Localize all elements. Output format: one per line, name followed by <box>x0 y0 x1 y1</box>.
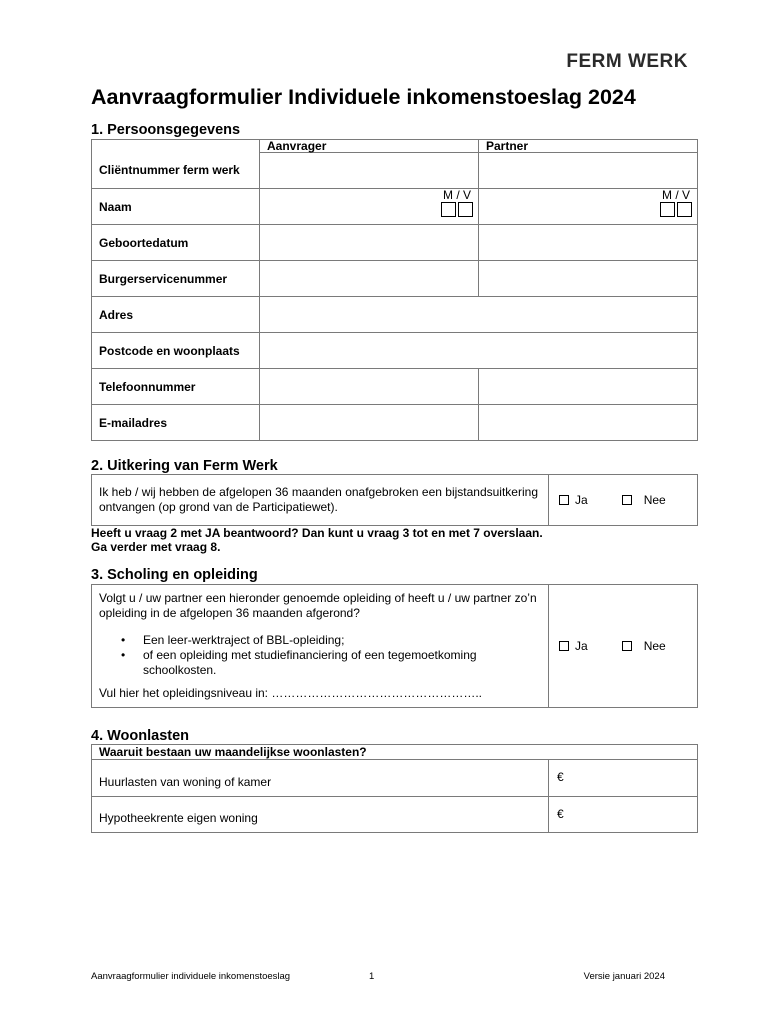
euro-sign: € <box>557 770 564 784</box>
address-field[interactable] <box>260 297 698 333</box>
housing-costs-subheading: Waaruit bestaan uw maandelijkse woonlasten? <box>92 745 698 760</box>
ferm-werk-logo: FERM WERK <box>566 51 688 72</box>
benefit-answer-cell <box>549 475 698 526</box>
euro-sign: € <box>557 807 564 821</box>
label-phone: Telefoonnummer <box>92 369 260 405</box>
applicant-birth-date-field[interactable] <box>260 225 479 261</box>
applicant-gender-m-checkbox[interactable] <box>441 202 456 217</box>
benefit-yes-option[interactable]: Ja <box>559 493 588 507</box>
education-question-cell <box>92 585 549 708</box>
applicant-gender-select <box>438 189 476 217</box>
partner-phone-field[interactable] <box>479 369 698 405</box>
postcode-city-field[interactable] <box>260 333 698 369</box>
section-2-heading: 2. Uitkering van Ferm Werk <box>91 458 278 474</box>
partner-gender-label: M / V <box>661 188 690 202</box>
benefit-no-checkbox[interactable] <box>622 495 632 505</box>
education-question: Volgt u / uw partner een hieronder genoemde opleiding of heeft u / uw partner zo’n opleiding in de afgelopen 36 maanden afgerond? <box>99 591 537 620</box>
education-options-list <box>99 633 541 678</box>
partner-name-field[interactable] <box>479 189 698 225</box>
partner-client-number-field[interactable] <box>479 153 698 189</box>
label-birth-date: Geboortedatum <box>92 225 260 261</box>
education-level-fill-in[interactable]: Vul hier het opleidingsniveau in: …………………………………………….. <box>99 686 483 700</box>
applicant-bsn-field[interactable] <box>260 261 479 297</box>
partner-bsn-field[interactable] <box>479 261 698 297</box>
footer-page-number: 1 <box>369 971 375 982</box>
partner-email-field[interactable] <box>479 405 698 441</box>
skip-instruction: Heeft u vraag 2 met JA beantwoord? Dan kunt u vraag 3 tot en met 7 overslaan. Ga verder met vraag 8. <box>91 526 543 554</box>
housing-costs-table <box>91 744 698 833</box>
personal-data-table <box>91 139 698 441</box>
label-email: E-mailadres <box>92 405 260 441</box>
label-postcode-city: Postcode en woonplaats <box>92 333 260 369</box>
rent-amount-field[interactable] <box>549 760 698 797</box>
column-header-partner: Partner <box>479 140 698 153</box>
education-no-option[interactable]: Nee <box>622 639 666 653</box>
education-answer-cell <box>549 585 698 708</box>
partner-gender-select <box>657 189 695 217</box>
education-yes-option[interactable]: Ja <box>559 639 588 653</box>
footer-version: Versie januari 2024 <box>583 971 665 982</box>
education-yes-checkbox[interactable] <box>559 641 569 651</box>
applicant-name-field[interactable] <box>260 189 479 225</box>
list-item: • Een leer-werktraject of BBL-opleiding; <box>99 633 541 648</box>
section-4-heading: 4. Woonlasten <box>91 728 190 744</box>
column-header-applicant: Aanvrager <box>260 140 479 153</box>
label-client-number: Cliëntnummer ferm werk <box>92 153 260 189</box>
mortgage-interest-amount-field[interactable] <box>549 797 698 833</box>
benefit-no-option[interactable]: Nee <box>622 493 666 507</box>
section-1-heading: 1. Persoonsgegevens <box>91 122 241 138</box>
applicant-email-field[interactable] <box>260 405 479 441</box>
benefit-question: Ik heb / wij hebben de afgelopen 36 maanden onafgebroken een bijstandsuitkering ontvangen (op grond van de Participatiewet). <box>92 475 549 526</box>
applicant-gender-label: M / V <box>442 188 471 202</box>
mortgage-interest-label: Hypotheekrente eigen woning <box>92 797 549 833</box>
applicant-client-number-field[interactable] <box>260 153 479 189</box>
applicant-gender-v-checkbox[interactable] <box>458 202 473 217</box>
label-name: Naam <box>92 189 260 225</box>
section-3-heading: 3. Scholing en opleiding <box>91 567 258 583</box>
label-bsn: Burgerservicenummer <box>92 261 260 297</box>
list-item: • of een opleiding met studiefinanciering of een tegemoetkoming schoolkosten. <box>99 648 541 678</box>
rent-label: Huurlasten van woning of kamer <box>92 760 549 797</box>
applicant-phone-field[interactable] <box>260 369 479 405</box>
benefit-yes-checkbox[interactable] <box>559 495 569 505</box>
education-no-checkbox[interactable] <box>622 641 632 651</box>
label-address: Adres <box>92 297 260 333</box>
partner-birth-date-field[interactable] <box>479 225 698 261</box>
partner-gender-m-checkbox[interactable] <box>660 202 675 217</box>
footer-document-name: Aanvraagformulier individuele inkomenstoeslag <box>91 971 291 982</box>
benefit-table <box>91 474 698 526</box>
partner-gender-v-checkbox[interactable] <box>677 202 692 217</box>
form-title: Aanvraagformulier Individuele inkomenstoeslag 2024 <box>91 85 636 109</box>
education-table <box>91 584 698 708</box>
